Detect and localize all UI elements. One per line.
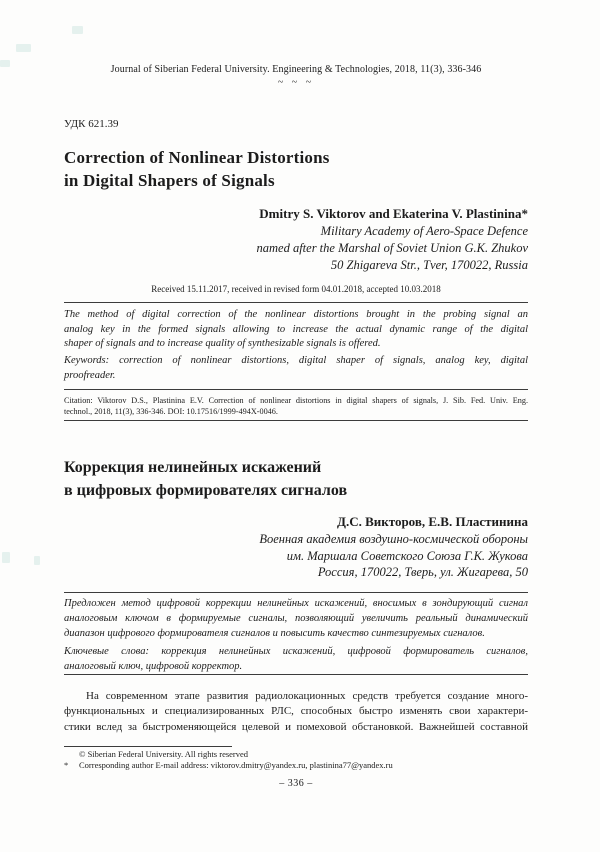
article-title-en-line2: in Digital Shapers of Signals <box>64 171 275 190</box>
abstract-en <box>64 308 528 352</box>
body-line: функциональных и специализированных РЛС, способных быстро изменять свои характери- <box>64 705 528 718</box>
abstract-ru-line: аналоговым ключом в формируемые сигналы, позволяющий увеличить реальный динамический <box>64 613 528 624</box>
scan-artifact <box>72 26 83 34</box>
article-title-ru-line2: в цифровых формирователях сигналов <box>64 482 348 499</box>
footnote-divider <box>64 746 232 747</box>
abstract-en-line: The method of digital correction of the nonlinear distortions brought in the probing signal an <box>64 309 528 320</box>
authors-ru: Д.С. Викторов, Е.В. Пластинина <box>337 514 528 529</box>
article-title-ru <box>64 456 528 502</box>
received-dates: Received 15.11.2017, received in revised form 04.01.2018, accepted 10.03.2018 <box>151 284 441 294</box>
body-paragraph <box>64 689 528 735</box>
keywords-en <box>64 354 528 383</box>
keywords-en-line: Keywords: correction of nonlinear distortions, digital shaper of signals, analog key, digital <box>64 355 528 366</box>
abstract-en-line: shaper of signals and to increase quality of synthesizable signals is offered. <box>64 338 381 349</box>
divider-rule <box>64 302 528 303</box>
copyright-note: © Siberian Federal University. All rights reserved <box>79 749 249 759</box>
body-line: На современном этапе развития радиолокационных средств требуется создание много- <box>86 690 528 702</box>
ornament-separator: ~ ~ ~ <box>277 77 315 88</box>
affiliation-en <box>64 223 528 274</box>
keywords-ru-line: Ключевые слова: коррекция нелинейных искажений, цифровой формирователь сигналов, <box>64 646 528 657</box>
page-number: – 336 – <box>279 778 313 789</box>
divider-rule <box>64 389 528 390</box>
abstract-ru-line: диапазон цифрового формирователя сигналов и повысить качество синтезируемых сигналов. <box>64 628 485 639</box>
article-title-en <box>64 146 528 192</box>
abstract-ru <box>64 596 528 641</box>
keywords-ru <box>64 644 528 674</box>
scan-artifact <box>16 44 31 52</box>
udc-code: УДК 621.39 <box>64 118 119 130</box>
citation-line: technol., 2018, 11(3), 336-346. DOI: 10.17516/1999-494X-0046. <box>64 407 278 416</box>
citation-note <box>64 395 528 417</box>
keywords-ru-line: аналоговый ключ, цифровой корректор. <box>64 661 243 672</box>
abstract-en-line: analog key in the formed signals allowing to increase the actual dynamic range of the digital <box>64 323 528 335</box>
affiliation-ru <box>64 531 528 581</box>
divider-rule <box>64 674 528 675</box>
abstract-ru-line: Предложен метод цифровой коррекции нелинейных искажений, вносимых в зондирующий сигнал <box>64 598 528 609</box>
affiliation-en-line1: Military Academy of Aero-Space Defence <box>320 224 528 238</box>
affiliation-en-line2: named after the Marshal of Soviet Union G.K. Zhukov <box>256 241 528 255</box>
authors-en: Dmitry S. Viktorov and Ekaterina V. Plastinina* <box>259 206 528 221</box>
divider-rule-thick <box>64 420 528 421</box>
affiliation-ru-line3: Россия, 170022, Тверь, ул. Жигарева, 50 <box>317 565 528 579</box>
corresponding-author-note <box>64 760 528 770</box>
affiliation-en-line3: 50 Zhigareva Str., Tver, 170022, Russia <box>330 258 528 272</box>
scan-artifact <box>0 60 10 67</box>
body-line: стики вслед за быстроменяющейся целевой и помеховой обстановкой. Важнейшей составной <box>64 720 528 733</box>
corresponding-author-text: Corresponding author E-mail address: viktorov.dmitry@yandex.ru, plastinina77@yandex.ru <box>79 760 393 770</box>
scan-artifact <box>34 556 40 565</box>
article-title-ru-line1: Коррекция нелинейных искажений <box>64 459 322 476</box>
article-title-en-line1: Correction of Nonlinear Distortions <box>64 148 330 167</box>
journal-running-head: Journal of Siberian Federal University. Engineering & Technologies, 2018, 11(3), 336-346 <box>110 64 482 75</box>
scan-artifact <box>2 552 10 563</box>
affiliation-ru-line1: Военная академия воздушно-космической обороны <box>259 532 528 546</box>
keywords-en-line: proofreader. <box>64 369 116 381</box>
affiliation-ru-line2: им. Маршала Советского Союза Г.К. Жукова <box>286 548 528 563</box>
footnote-asterisk-marker: * <box>64 760 69 770</box>
citation-line: Citation: Viktorov D.S., Plastinina E.V. Correction of nonlinear distortions in digital shapers of signals, J. Sib. Fed. Univ. Eng. <box>64 396 528 405</box>
divider-rule <box>64 592 528 593</box>
